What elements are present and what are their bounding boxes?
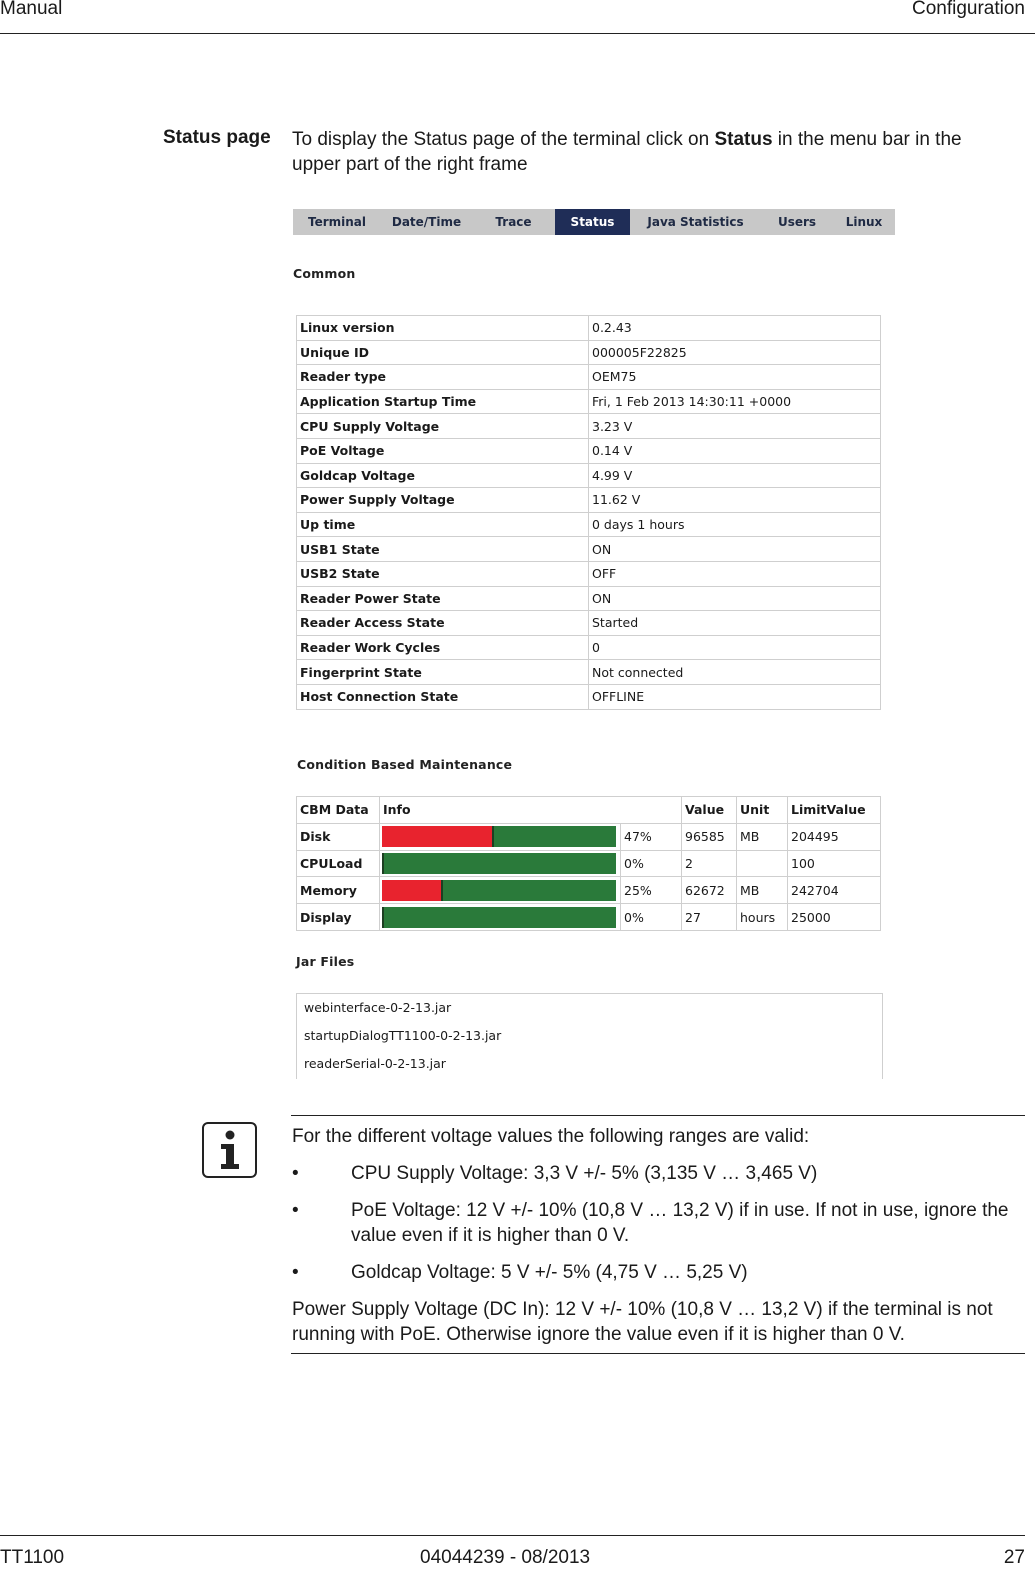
tab-trace[interactable]: Trace	[495, 215, 532, 229]
common-key: Unique ID	[297, 340, 589, 365]
cbm-usage-bar	[382, 880, 616, 901]
cbm-header-row	[297, 797, 881, 824]
cbm-name: Display	[297, 904, 380, 931]
common-row	[297, 389, 881, 414]
cbm-unit	[737, 850, 788, 877]
common-value: 11.62 V	[589, 488, 881, 513]
common-value: 4.99 V	[589, 463, 881, 488]
tab-terminal[interactable]: Terminal	[307, 215, 367, 229]
common-key: CPU Supply Voltage	[297, 414, 589, 439]
cbm-header-value: Value	[682, 797, 737, 824]
tab-users[interactable]: Users	[777, 215, 817, 229]
info-rule-top	[291, 1115, 1025, 1116]
cbm-value: 27	[682, 904, 737, 931]
common-row	[297, 414, 881, 439]
cbm-unit: hours	[737, 904, 788, 931]
header-rule	[0, 33, 1035, 34]
cbm-row	[297, 850, 881, 877]
tab-status[interactable]: Status	[555, 209, 630, 235]
common-row	[297, 316, 881, 341]
common-value: 3.23 V	[589, 414, 881, 439]
cbm-row	[297, 904, 881, 931]
intro-text-after: in the menu bar in the upper part of the right frame	[292, 129, 962, 175]
jar-file-item: readerSerial-0-2-13.jar	[304, 1056, 446, 1071]
intro-text-bold: Status	[714, 129, 773, 150]
bullet: •	[292, 1200, 299, 1221]
footer-center: 04044239 - 08/2013	[420, 1547, 591, 1568]
header-right: Configuration	[911, 0, 1025, 19]
info-icon	[202, 1122, 257, 1178]
common-row	[297, 611, 881, 636]
info-item-text: CPU Supply Voltage: 3,3 V +/- 5% (3,135 V … 3,465 V)	[351, 1163, 818, 1184]
common-value: OEM75	[589, 365, 881, 390]
common-key: USB1 State	[297, 537, 589, 562]
menu-bar	[293, 209, 895, 235]
cbm-header-data: CBM Data	[297, 797, 380, 824]
common-table	[296, 315, 881, 710]
cbm-usage-bar	[382, 907, 616, 928]
cbm-value: 2	[682, 850, 737, 877]
common-row	[297, 660, 881, 685]
cbm-usage-bar-cell	[380, 904, 621, 931]
common-row	[297, 561, 881, 586]
cbm-usage-bar-cell	[380, 877, 621, 904]
cbm-usage-fill	[382, 826, 494, 847]
info-list-item	[292, 1161, 1012, 1186]
common-row	[297, 463, 881, 488]
bullet: •	[292, 1163, 299, 1184]
common-row	[297, 438, 881, 463]
common-key: PoE Voltage	[297, 438, 589, 463]
common-value: 0.2.43	[589, 316, 881, 341]
info-rule-bottom	[291, 1353, 1025, 1354]
jar-files-title: Jar Files	[296, 954, 355, 969]
header-left: Manual	[0, 0, 63, 19]
tab-date-time[interactable]: Date/Time	[391, 215, 462, 229]
cbm-usage-bar-cell	[380, 823, 621, 850]
cbm-percent: 0%	[621, 850, 682, 877]
info-note	[292, 1124, 1012, 1359]
cbm-header-unit: Unit	[737, 797, 788, 824]
cbm-percent: 25%	[621, 877, 682, 904]
footer-page-number: 27	[1003, 1547, 1025, 1568]
intro-text-before: To display the Status page of the terminal click on	[292, 129, 715, 150]
common-value: ON	[589, 586, 881, 611]
common-value: 0	[589, 635, 881, 660]
common-key: Power Supply Voltage	[297, 488, 589, 513]
cbm-limit: 100	[788, 850, 881, 877]
cbm-limit: 25000	[788, 904, 881, 931]
bullet: •	[292, 1262, 299, 1283]
cbm-usage-fill	[382, 880, 443, 901]
cbm-usage-bar	[382, 826, 616, 847]
common-row	[297, 635, 881, 660]
common-key: Reader Work Cycles	[297, 635, 589, 660]
cbm-limit: 242704	[788, 877, 881, 904]
cbm-table	[296, 796, 881, 931]
common-value: OFF	[589, 561, 881, 586]
common-value: Started	[589, 611, 881, 636]
common-value: 0.14 V	[589, 438, 881, 463]
common-value: Not connected	[589, 660, 881, 685]
info-outro: Power Supply Voltage (DC In): 12 V +/- 10% (10,8 V … 13,2 V) if the terminal is not running with PoE. Otherwise ignore the value even if it is higher than 0 V.	[292, 1299, 993, 1345]
jar-files-list	[296, 993, 883, 1079]
cbm-unit: MB	[737, 823, 788, 850]
common-row	[297, 365, 881, 390]
common-key: USB2 State	[297, 561, 589, 586]
common-value: 0 days 1 hours	[589, 512, 881, 537]
common-value: Fri, 1 Feb 2013 14:30:11 +0000	[589, 389, 881, 414]
common-key: Reader Power State	[297, 586, 589, 611]
cbm-header-limit: LimitValue	[788, 797, 881, 824]
common-key: Host Connection State	[297, 684, 589, 709]
info-intro: For the different voltage values the following ranges are valid:	[292, 1126, 810, 1147]
info-list-item	[292, 1260, 1012, 1285]
cbm-row	[297, 877, 881, 904]
common-key: Application Startup Time	[297, 389, 589, 414]
cbm-usage-bar-cell	[380, 850, 621, 877]
cbm-name: CPULoad	[297, 850, 380, 877]
cbm-header-info: Info	[380, 797, 682, 824]
cbm-title: Condition Based Maintenance	[297, 757, 513, 772]
common-key: Fingerprint State	[297, 660, 589, 685]
cbm-usage-bar	[382, 853, 616, 874]
common-title: Common	[293, 266, 356, 281]
common-row	[297, 537, 881, 562]
common-row	[297, 488, 881, 513]
cbm-percent: 47%	[621, 823, 682, 850]
common-key: Reader Access State	[297, 611, 589, 636]
cbm-usage-fill	[382, 907, 384, 928]
cbm-name: Memory	[297, 877, 380, 904]
cbm-row	[297, 823, 881, 850]
footer-left: TT1100	[0, 1547, 65, 1568]
cbm-usage-fill	[382, 853, 384, 874]
common-value: OFFLINE	[589, 684, 881, 709]
cbm-percent: 0%	[621, 904, 682, 931]
common-key: Up time	[297, 512, 589, 537]
cbm-unit: MB	[737, 877, 788, 904]
common-key: Linux version	[297, 316, 589, 341]
jar-file-item: startupDialogTT1100-0-2-13.jar	[304, 1028, 502, 1043]
footer-rule	[0, 1535, 1025, 1536]
section-intro	[292, 127, 992, 177]
info-item-text: PoE Voltage: 12 V +/- 10% (10,8 V … 13,2 V) if in use. If not in use, ignore the value even if it is higher than 0 V.	[351, 1200, 1009, 1246]
common-row	[297, 684, 881, 709]
common-key: Reader type	[297, 365, 589, 390]
cbm-value: 62672	[682, 877, 737, 904]
info-item-text: Goldcap Voltage: 5 V +/- 5% (4,75 V … 5,25 V)	[351, 1262, 748, 1283]
common-value: ON	[589, 537, 881, 562]
common-value: 000005F22825	[589, 340, 881, 365]
cbm-name: Disk	[297, 823, 380, 850]
tab-linux[interactable]: Linux	[845, 215, 883, 229]
cbm-value: 96585	[682, 823, 737, 850]
tab-java-statistics[interactable]: Java Statistics	[647, 215, 744, 229]
common-row	[297, 340, 881, 365]
common-row	[297, 512, 881, 537]
common-key: Goldcap Voltage	[297, 463, 589, 488]
info-list-item	[292, 1198, 1012, 1248]
section-side-title: Status page	[163, 127, 271, 148]
common-row	[297, 586, 881, 611]
jar-file-item: webinterface-0-2-13.jar	[304, 1000, 452, 1015]
cbm-limit: 204495	[788, 823, 881, 850]
